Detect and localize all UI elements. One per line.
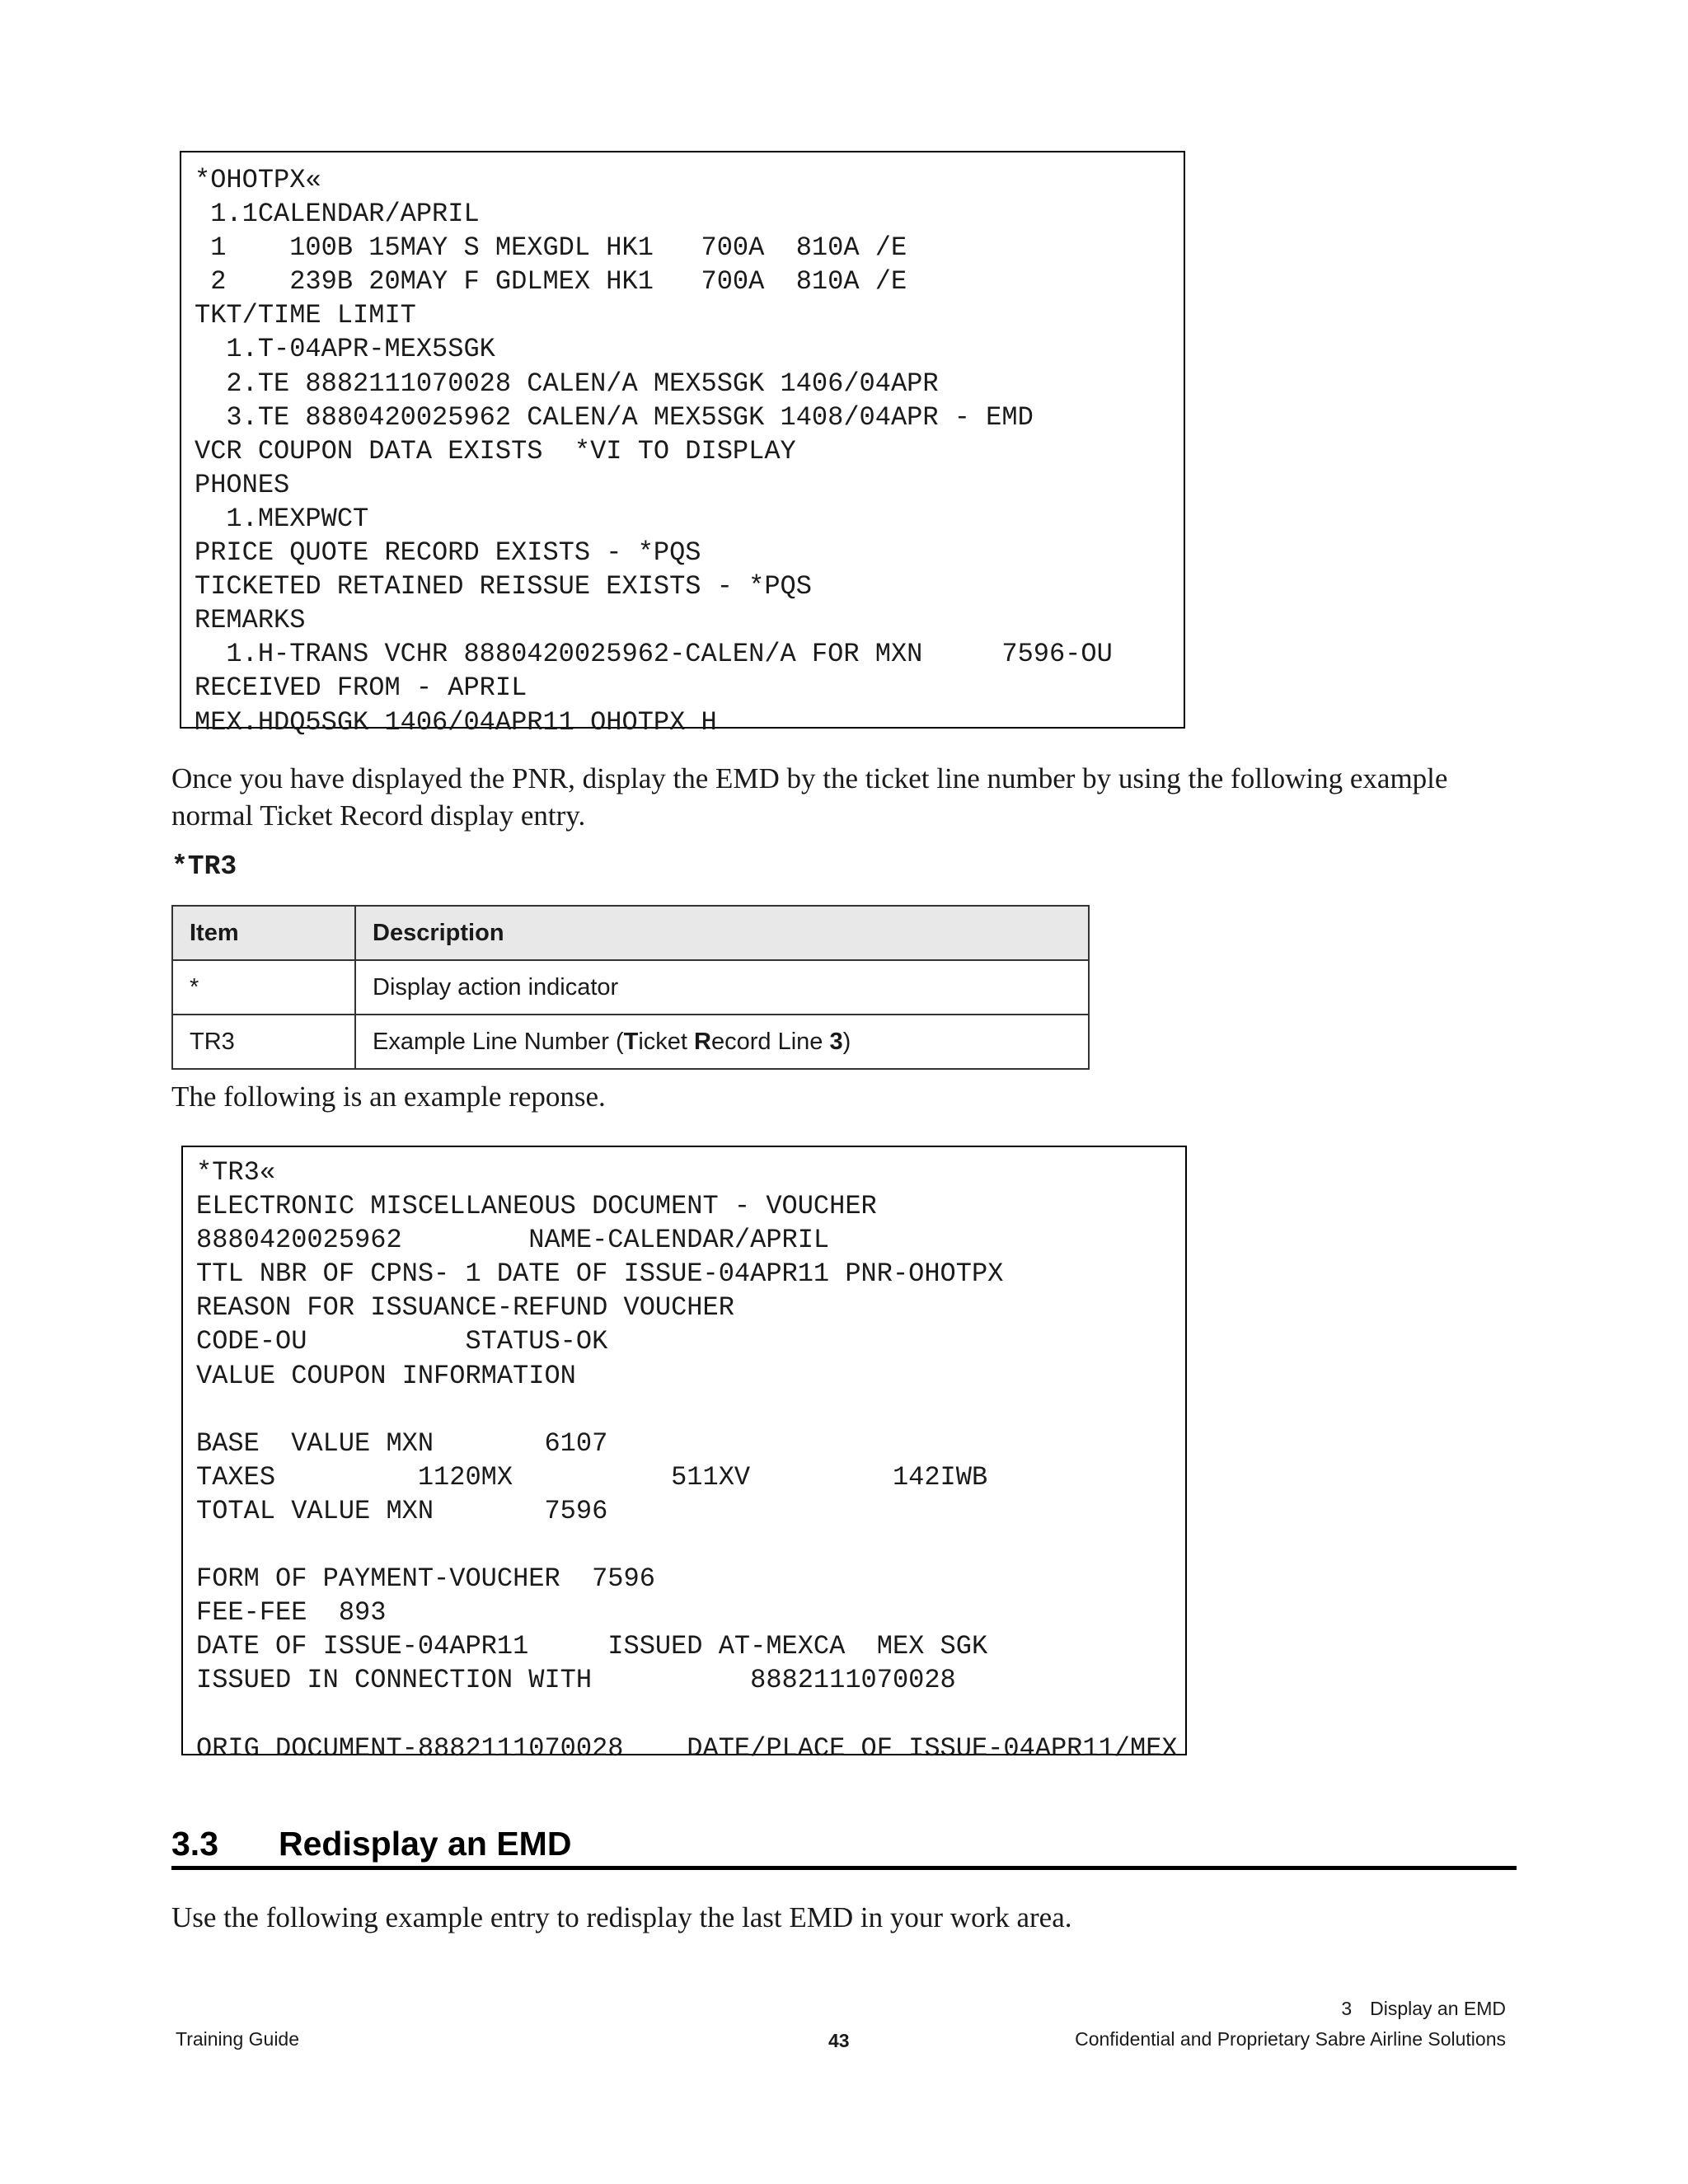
intro-paragraph: Once you have displayed the PNR, display the EMD by the ticket line number by using the following example normal Ticket Record display entry. [171,762,1448,832]
description-emphasis: R [694,1028,711,1055]
description-text: ecord Line [711,1028,830,1055]
footer-chapter-title: Display an EMD [1370,1998,1506,2019]
section-heading [171,1821,1517,1870]
emd-response-screenshot [181,1146,1187,1764]
section-number: 3.3 [171,1825,218,1863]
footer-chapter [1341,1998,1506,2020]
table-header-description: Description [355,906,1089,960]
response-intro: The following is an example reponse. [171,1080,606,1113]
table-cell-description: Display action indicator [355,960,1089,1015]
footer-chapter-number: 3 [1341,1998,1353,2019]
entry-description-table [171,905,1090,1070]
description-emphasis: 3 [829,1028,843,1055]
table-header-item: Item [172,906,355,960]
table-cell-item: * [172,960,355,1015]
table-row [172,960,1089,1015]
footer-guide-title: Training Guide [176,2028,300,2050]
pnr-display-screenshot [180,151,1185,738]
pnr-display-text: *OHOTPX« 1.1CALENDAR/APRIL 1 100B 15MAY S MEXGDL HK1 700A 810A /E 2 239B 20MAY F GDLMEX HK1 700A 810A /E TKT/TIME LIMIT 1.T-04APR-MEX5SGK 2.TE 8882111070028 CALEN/A MEX5SGK 1406/04APR 3.TE 8880420025962 CALEN/A MEX5SGK 1408/04APR - EMD VCR COUPON DATA EXISTS *VI TO DISPLAY PHONES 1.MEXPWCT PRICE QUOTE RECORD EXISTS - *PQS TICKETED RETAINED REISSUE EXISTS - *PQS REMARKS 1.H-TRANS VCHR 8880420025962-CALEN/A FOR MXN 7596-OU RECEIVED FROM - APRIL MEX.HDQ5SGK 1406/04APR11 OHOTPX H [195,165,1113,738]
description-text: ) [842,1028,851,1055]
description-text: icket [638,1028,695,1055]
table-row [172,1015,1089,1069]
table-cell-description [355,1015,1089,1069]
table-cell-item: TR3 [172,1015,355,1069]
description-text: Example Line Number ( [373,1028,624,1055]
example-entry: *TR3 [171,851,237,882]
footer-confidential: Confidential and Proprietary Sabre Airline Solutions [1075,2028,1506,2050]
page-number: 43 [828,2030,850,2051]
table-header-row [172,906,1089,960]
section-paragraph: Use the following example entry to redisplay the last EMD in your work area. [171,1901,1072,1933]
description-emphasis: T [623,1028,639,1055]
section-title: Redisplay an EMD [279,1825,572,1863]
emd-response-text: *TR3« ELECTRONIC MISCELLANEOUS DOCUMENT - VOUCHER 8880420025962 NAME-CALENDAR/APRIL TTL NBR OF CPNS- 1 DATE OF ISSUE-04APR11 PNR-OHOTPX REASON FOR ISSUANCE-REFUND VOUCHER CODE-OU STATUS-OK VALUE COUPON INFORMATION BASE VALUE MXN 6107 TAXES 1120MX 511XV 142IWB TOTAL VALUE MXN 7596 FORM OF PAYMENT-VOUCHER 7596 FEE-FEE 893 DATE OF ISSUE-04APR11 ISSUED AT-MEXCA MEX SGK ISSUED IN CONNECTION WITH 8882111070028 ORIG DOCUMENT-8882111070028 DATE/PLACE OF ISSUE-04APR11/MEX [196,1157,1178,1764]
